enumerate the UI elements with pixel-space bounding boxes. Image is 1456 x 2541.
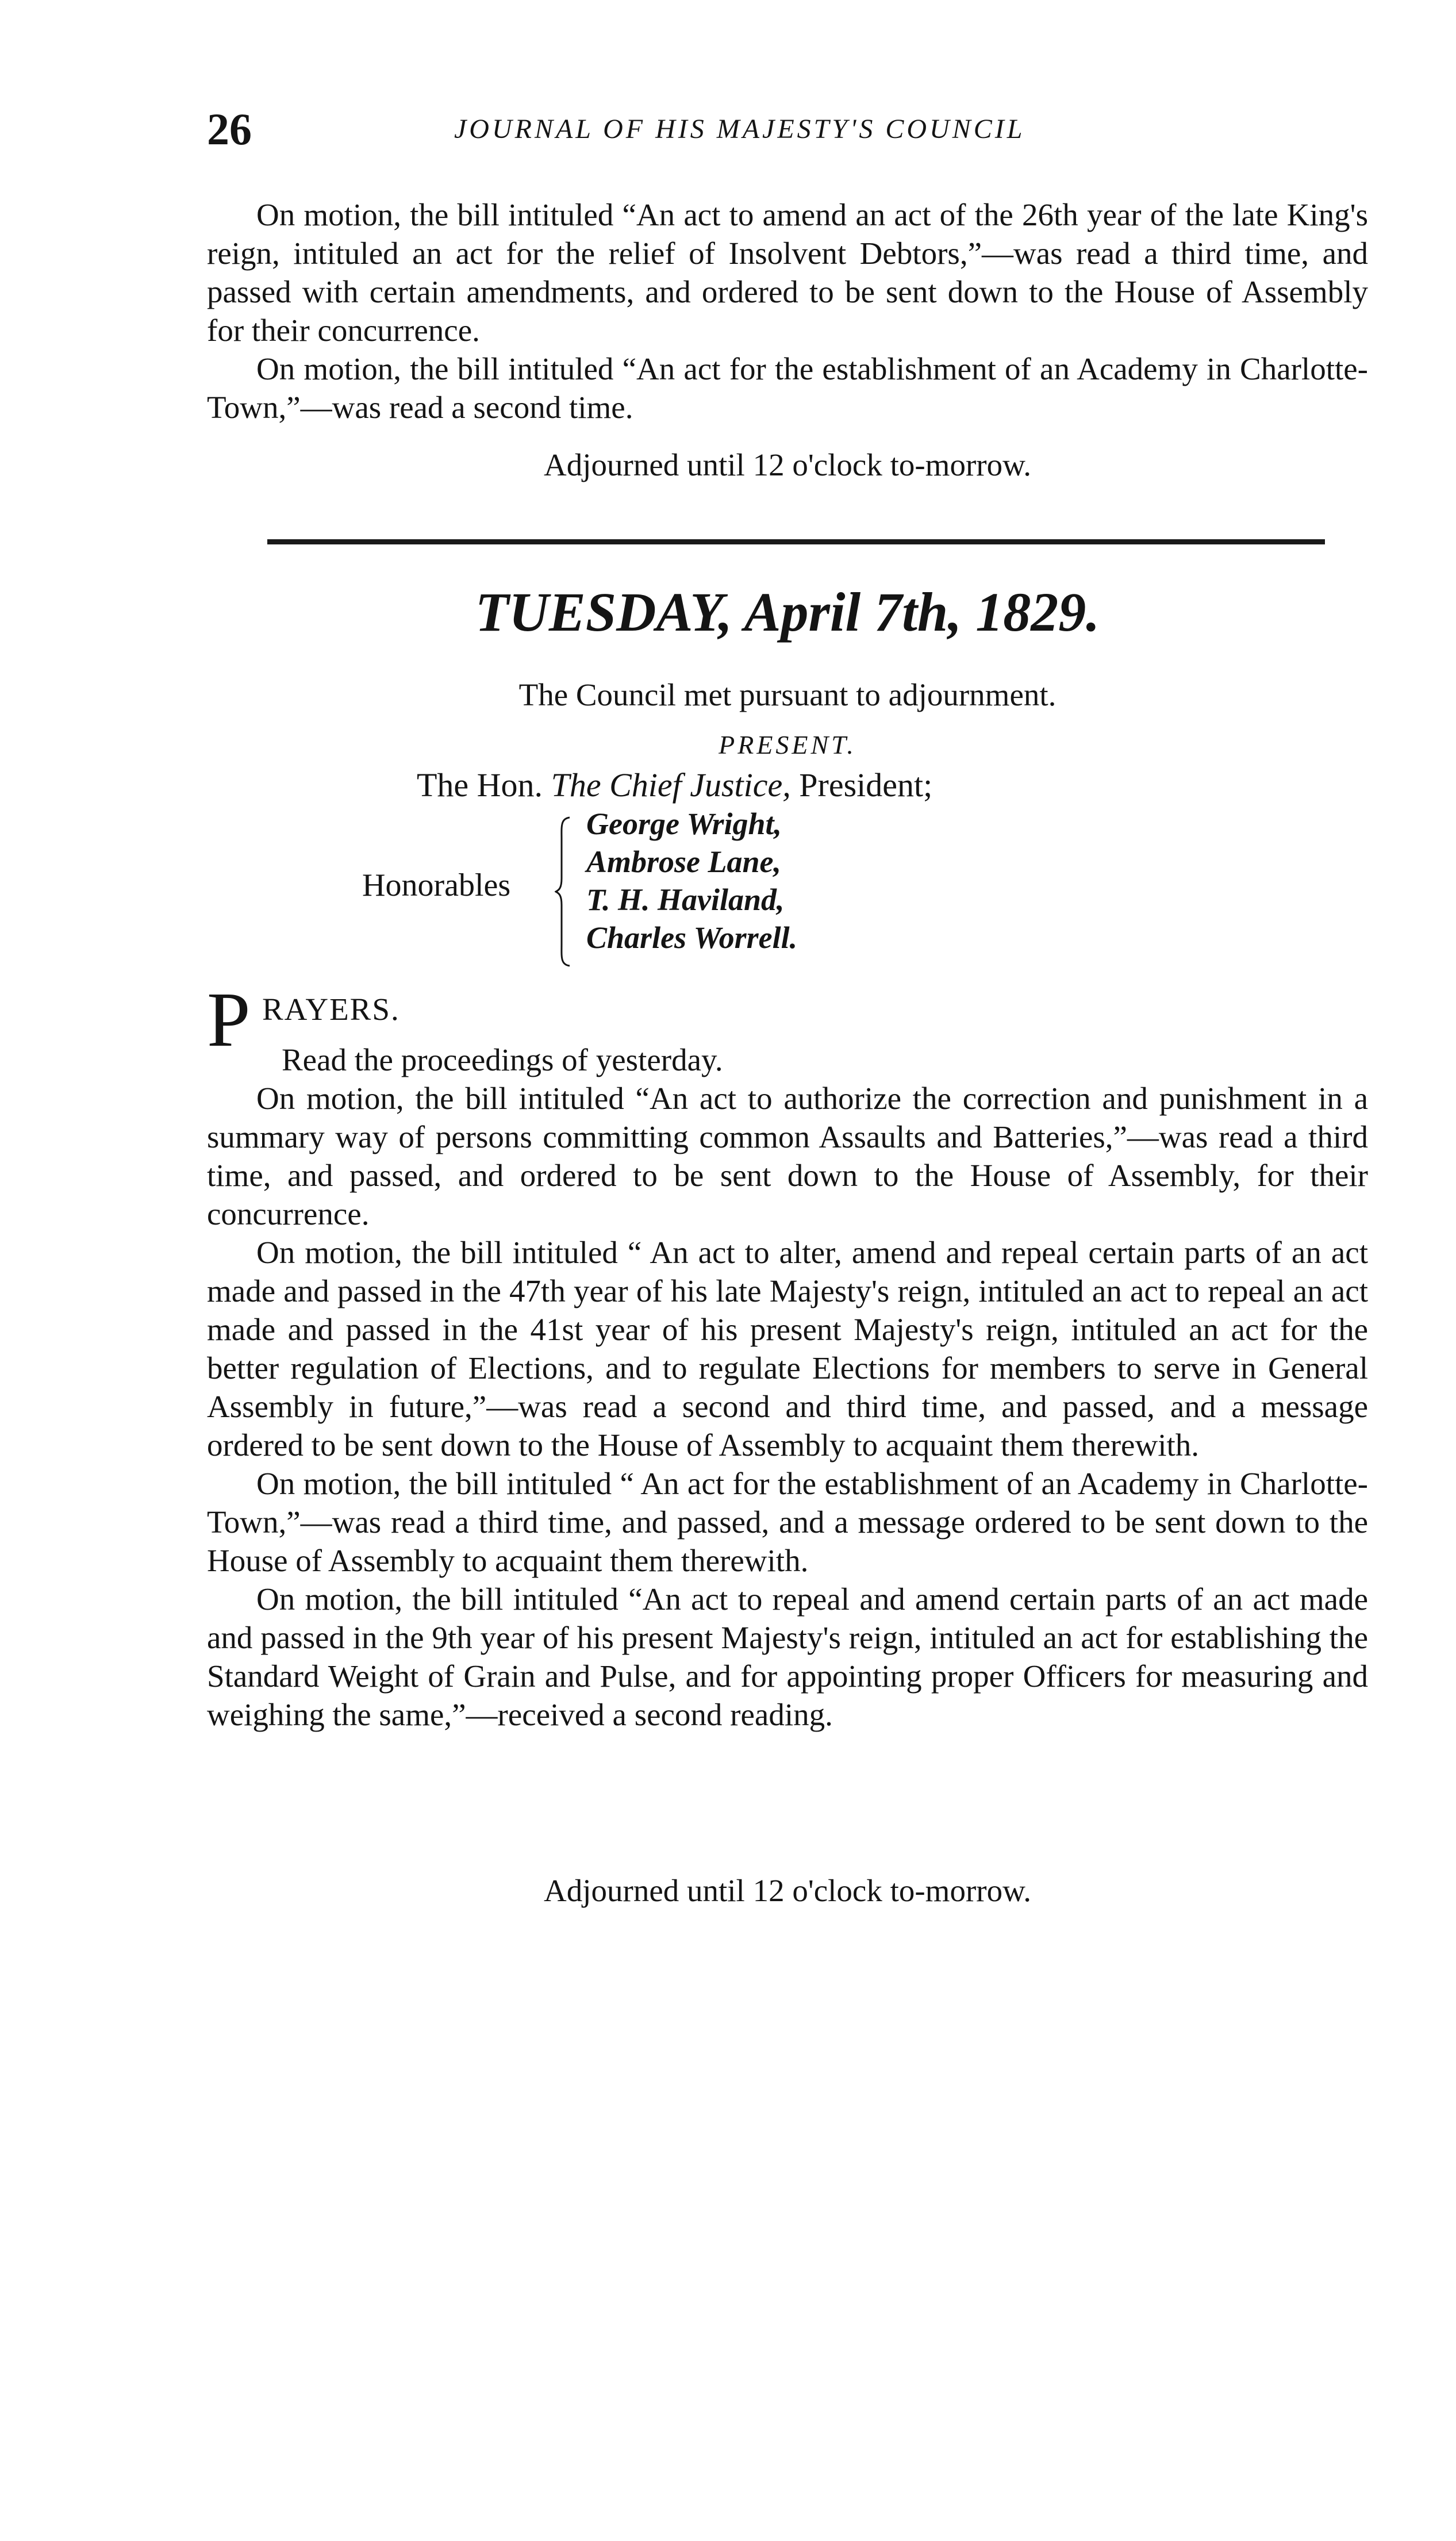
previous-day-proceedings <box>207 195 1368 427</box>
member-name: George Wright, <box>586 807 782 841</box>
member-name: Charles Worrell. <box>586 920 798 955</box>
drop-cap: P <box>207 977 251 1063</box>
president-prefix: The Hon. <box>417 766 543 804</box>
adjournment-line: Adjourned until 12 o'clock to-morrow. <box>544 1873 1031 1908</box>
section-divider <box>267 539 1325 544</box>
motion-paragraph: On motion, the bill intituled “An act to authorize the correction and punishment in a summary way of persons committing common Assaults and Batteries,”—was read a third time, and passed, and ordered to be sent down to the House of Assembly, for their concurrence. <box>207 1081 1368 1231</box>
motion-paragraph: On motion, the bill intituled “An act for the establishment of an Academy in Charlotte-Town,”—was read a second time. <box>207 351 1368 425</box>
brace-glyph <box>555 816 571 967</box>
motion-paragraph: On motion, the bill intituled “An act to repeal and amend certain parts of an act made and passed in the 9th year of his present Majesty's reign, intituled an act for establishing the Standard Weight of Grain and Pulse, and for appointing proper Officers for measuring and weighing the same,”—received a second reading. <box>207 1582 1368 1732</box>
council-met-line: The Council met pursuant to adjournment. <box>518 677 1057 712</box>
honorables-list <box>586 805 797 957</box>
page-header <box>207 98 1196 161</box>
proceedings-read-line: Read the proceedings of yesterday. <box>282 1042 723 1077</box>
president-line <box>417 765 932 806</box>
president-name: The Chief Justice, <box>551 766 791 804</box>
member-name: T. H. Haviland, <box>586 882 785 917</box>
session-date-heading: TUESDAY, April 7th, 1829. <box>475 581 1100 643</box>
adjournment-line: Adjourned until 12 o'clock to-morrow. <box>544 447 1031 482</box>
present-label: PRESENT. <box>719 730 856 759</box>
session-proceedings <box>207 1041 1368 1734</box>
page-number: 26 <box>207 104 252 154</box>
president-role: President; <box>799 766 933 804</box>
motion-paragraph: On motion, the bill intituled “An act to amend an act of the 26th year of the late King's reign, intituled an act for the relief of Insolvent Debtors,”—was read a third time, and passed with certain amendments, and ordered to be sent down to the House of Assembly for their concurrence. <box>207 197 1368 348</box>
honorables-label: Honorables <box>362 868 511 903</box>
motion-paragraph: On motion, the bill intituled “ An act to alter, amend and repeal certain parts of an act made and passed in the 47th year of his late Majesty's reign, intituled an act to repeal an act made and passed in the 41st year of his present Majesty's reign, intituled an act for the better regulation of Elections, and to regulate Elections for members to serve in General Assembly in future,”—was read a second and third time, and passed, and a message ordered to be sent down to the House of Assembly to acquaint them therewith. <box>207 1235 1368 1463</box>
motion-paragraph: On motion, the bill intituled “ An act for the establishment of an Academy in Charlotte-Town,”—was read a third time, and passed, and a message ordered to be sent down to the House of Assembly to acquaint them therewith. <box>207 1466 1368 1578</box>
prayers-label: RAYERS. <box>262 992 400 1027</box>
running-title: JOURNAL OF HIS MAJESTY'S COUNCIL <box>454 114 1025 144</box>
member-name: Ambrose Lane, <box>586 845 782 879</box>
